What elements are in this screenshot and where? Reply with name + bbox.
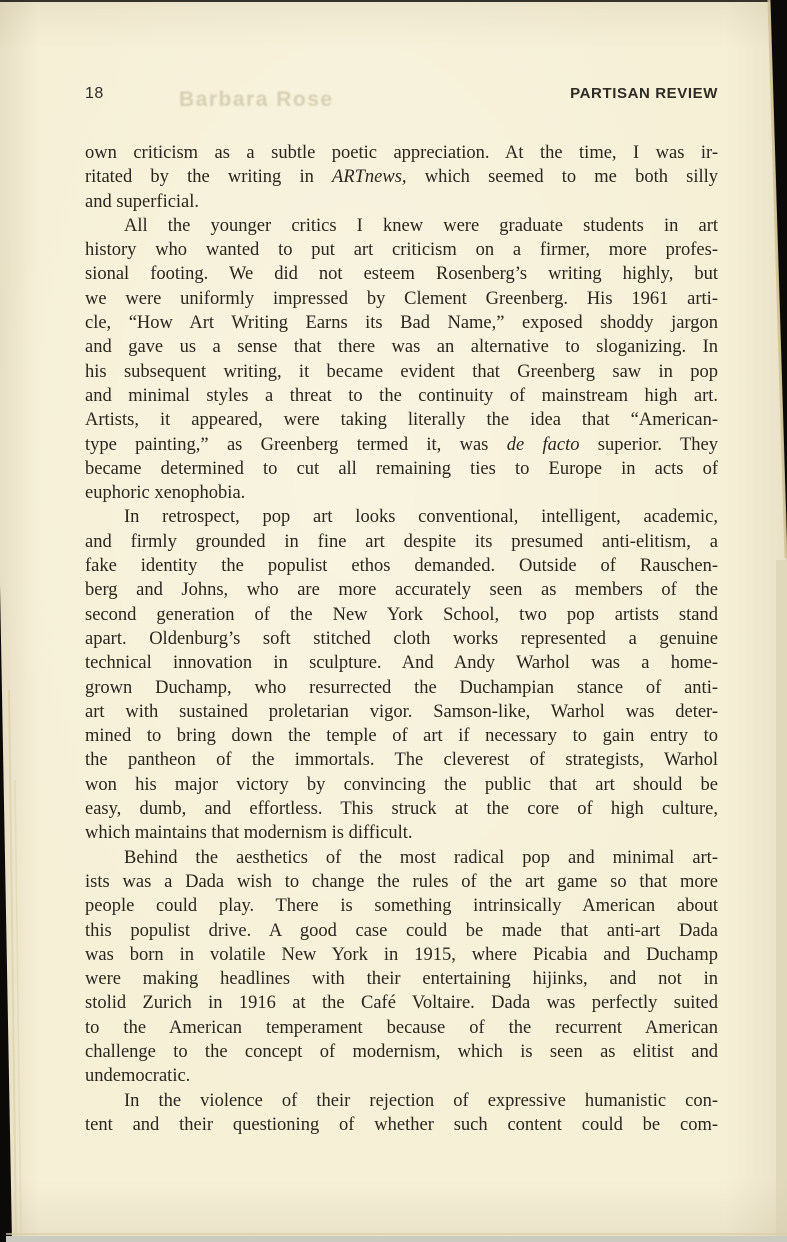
text-line: stolid Zurich in 1916 at the Café Voltaire. Dada was perfectly suited bbox=[85, 993, 718, 1014]
text-line: the pantheon of the immortals. The cleverest of strategists, Warhol bbox=[85, 750, 718, 771]
text-line: All the younger critics I knew were graduate students in art bbox=[124, 215, 718, 236]
text-line: won his major victory by convincing the public that art should be bbox=[85, 774, 718, 795]
text-line: Behind the aesthetics of the most radical pop and minimal art- bbox=[124, 847, 718, 868]
text-line: cle, “How Art Writing Earns its Bad Name,” exposed shoddy jargon bbox=[85, 313, 718, 334]
page-body bbox=[85, 141, 718, 1137]
bottom-band bbox=[6, 1236, 787, 1242]
text-line: euphoric xenophobia. bbox=[85, 483, 246, 504]
text-line: which maintains that modernism is difficult. bbox=[85, 823, 413, 844]
text-line: easy, dumb, and effortless. This struck at the core of high culture, bbox=[85, 799, 718, 820]
text-line: and firmly grounded in fine art despite its presumed anti-elitism, a bbox=[85, 531, 718, 552]
bleed-through-author-name: Barbara Rose bbox=[179, 88, 334, 111]
top-edge-line bbox=[0, 0, 787, 2]
text-line: art with sustained proletarian vigor. Samson-like, Warhol was deter- bbox=[85, 701, 718, 722]
text-line: and gave us a sense that there was an alternative to sloganizing. In bbox=[85, 337, 718, 358]
page-number: 18 bbox=[85, 85, 104, 102]
text-line: grown Duchamp, who resurrected the Duchampian stance of anti- bbox=[85, 677, 718, 698]
text-line: ritated by the writing in ARTnews, which seemed to me both silly bbox=[85, 167, 718, 188]
right-curvature-shadow bbox=[776, 560, 787, 1236]
text-line: history who wanted to put art criticism on a firmer, more profes- bbox=[85, 240, 718, 261]
text-line: challenge to the concept of modernism, which is seen as elitist and bbox=[85, 1041, 718, 1062]
text-line: tent and their questioning of whether such content could be com- bbox=[85, 1114, 718, 1135]
text-line: own criticism as a subtle poetic appreciation. At the time, I was ir- bbox=[85, 143, 718, 163]
text-line: mined to bring down the temple of art if necessary to gain entry to bbox=[85, 726, 718, 747]
text-line: were making headlines with their entertaining hijinks, and not in bbox=[85, 969, 718, 990]
text-line: ists was a Dada wish to change the rules of the art game so that more bbox=[85, 871, 718, 892]
bottom-page-edge-line bbox=[6, 1233, 787, 1235]
text-line: type painting,” as Greenberg termed it, was de facto superior. They bbox=[85, 434, 719, 455]
text-line: undemocratic. bbox=[85, 1066, 191, 1087]
text-line: Artists, it appeared, were taking literally the idea that “American- bbox=[85, 410, 718, 431]
text-line: his subsequent writing, it became evident that Greenberg saw in pop bbox=[85, 361, 718, 382]
page-edge-highlight bbox=[769, 0, 786, 558]
text-line: second generation of the New York School, two pop artists stand bbox=[85, 604, 718, 625]
text-line: and superficial. bbox=[85, 191, 200, 212]
backdrop-wedge-top-right bbox=[770, 0, 787, 562]
text-line: this populist drive. A good case could be made that anti-art Dada bbox=[85, 920, 718, 941]
text-line: became determined to cut all remaining ties to Europe in acts of bbox=[85, 458, 718, 479]
text-line: In retrospect, pop art looks conventional, intelligent, academic, bbox=[124, 507, 718, 528]
journal-title: PARTISAN REVIEW bbox=[570, 85, 718, 102]
text-line: fake identity the populist ethos demanded. Outside of Rauschen- bbox=[85, 556, 718, 577]
page-stack-line bbox=[9, 690, 16, 1236]
text-line: technical innovation in sculpture. And Andy Warhol was a home- bbox=[85, 653, 718, 674]
text-line: was born in volatile New York in 1915, where Picabia and Duchamp bbox=[85, 944, 718, 965]
page-stack-line bbox=[15, 780, 21, 1236]
text-line: berg and Johns, who are more accurately seen as members of the bbox=[85, 580, 718, 601]
text-line: and minimal styles a threat to the continuity of mainstream high art. bbox=[85, 385, 718, 406]
text-line: people could play. There is something intrinsically American about bbox=[85, 896, 718, 917]
backdrop-wedge-bottom-left bbox=[0, 585, 12, 1242]
text-line: In the violence of their rejection of expressive humanistic con- bbox=[124, 1090, 718, 1111]
text-line: we were uniformly impressed by Clement Greenberg. His 1961 arti- bbox=[85, 288, 718, 309]
text-line: sional footing. We did not esteem Rosenberg’s writing highly, but bbox=[85, 264, 718, 285]
text-line: apart. Oldenburg’s soft stitched cloth works represented a genuine bbox=[85, 628, 718, 649]
text-line: to the American temperament because of the recurrent American bbox=[85, 1017, 718, 1038]
